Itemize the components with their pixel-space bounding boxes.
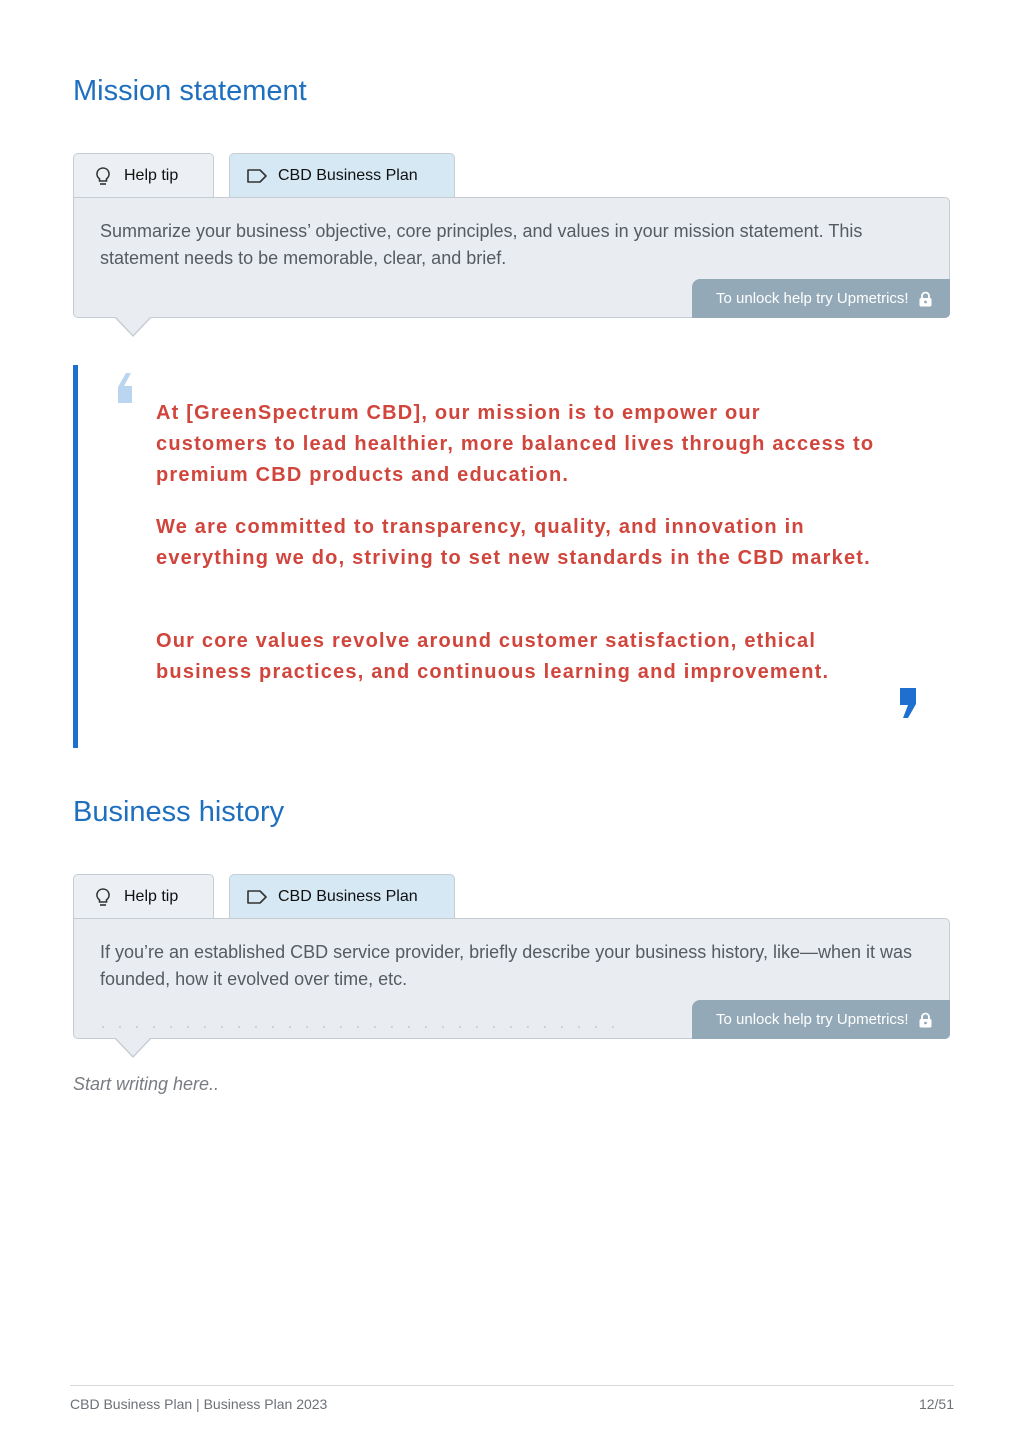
- mission-help-box: [73, 197, 950, 318]
- tab-cbd-business-plan[interactable]: [229, 874, 455, 918]
- history-title: Business history: [73, 796, 285, 828]
- tab-help-tip[interactable]: [73, 874, 214, 918]
- tag-icon: [246, 886, 268, 908]
- unlock-help-label: To unlock help try Upmetrics!: [716, 290, 909, 307]
- mission-quote-paragraph: We are committed to transparency, quality, and innovation in everything we do, striving to set new standards in the CBD market.: [156, 516, 871, 569]
- open-quote-icon: [114, 373, 138, 410]
- tab-help-tip-label: Help tip: [124, 166, 179, 184]
- tab-cbd-business-plan[interactable]: [229, 153, 455, 197]
- footer-divider: [70, 1385, 954, 1386]
- mission-help-text: Summarize your business’ objective, core principles, and values in your mission statement. This statement needs to be memorable, clear, and brief.: [100, 221, 863, 268]
- footer-page-number: 12/51: [918, 1396, 954, 1412]
- tab-help-tip[interactable]: [73, 153, 214, 197]
- lightbulb-icon: [92, 886, 114, 908]
- tag-icon: [246, 165, 268, 187]
- close-quote-icon: [898, 688, 920, 725]
- mission-title: Mission statement: [73, 75, 307, 107]
- unlock-help-button[interactable]: [692, 279, 950, 318]
- help-box-pointer: [114, 317, 152, 337]
- unlock-help-label: To unlock help try Upmetrics!: [716, 1011, 909, 1028]
- tab-cbd-business-plan-label: CBD Business Plan: [278, 887, 418, 905]
- history-help-text: If you’re an established CBD service provider, briefly describe your business history, like—when it was founded, how it evolved over time, etc.: [100, 942, 913, 989]
- truncated-help-text: · · · · · · · · · · · · · · · · · · · · · · · · · · · · · · ·: [100, 1016, 619, 1036]
- lock-icon: [919, 1012, 932, 1028]
- mission-quote-paragraph: Our core values revolve around customer satisfaction, ethical business practices, and continuous learning and improvement.: [156, 630, 830, 683]
- lightbulb-icon: [92, 165, 114, 187]
- history-help-box: [73, 918, 950, 1039]
- footer-document-name: CBD Business Plan | Business Plan 2023: [70, 1396, 328, 1412]
- tab-help-tip-label: Help tip: [124, 887, 179, 905]
- mission-quote-paragraph: At [GreenSpectrum CBD], our mission is to empower our customers to lead healthier, more balanced lives through access to premium CBD products and education.: [156, 402, 875, 486]
- help-box-pointer: [114, 1038, 152, 1058]
- history-text-area[interactable]: Start writing here..: [73, 1074, 220, 1094]
- lock-icon: [919, 291, 932, 307]
- tab-cbd-business-plan-label: CBD Business Plan: [278, 166, 418, 184]
- unlock-help-button[interactable]: [692, 1000, 950, 1039]
- mission-quote-block: [73, 365, 950, 748]
